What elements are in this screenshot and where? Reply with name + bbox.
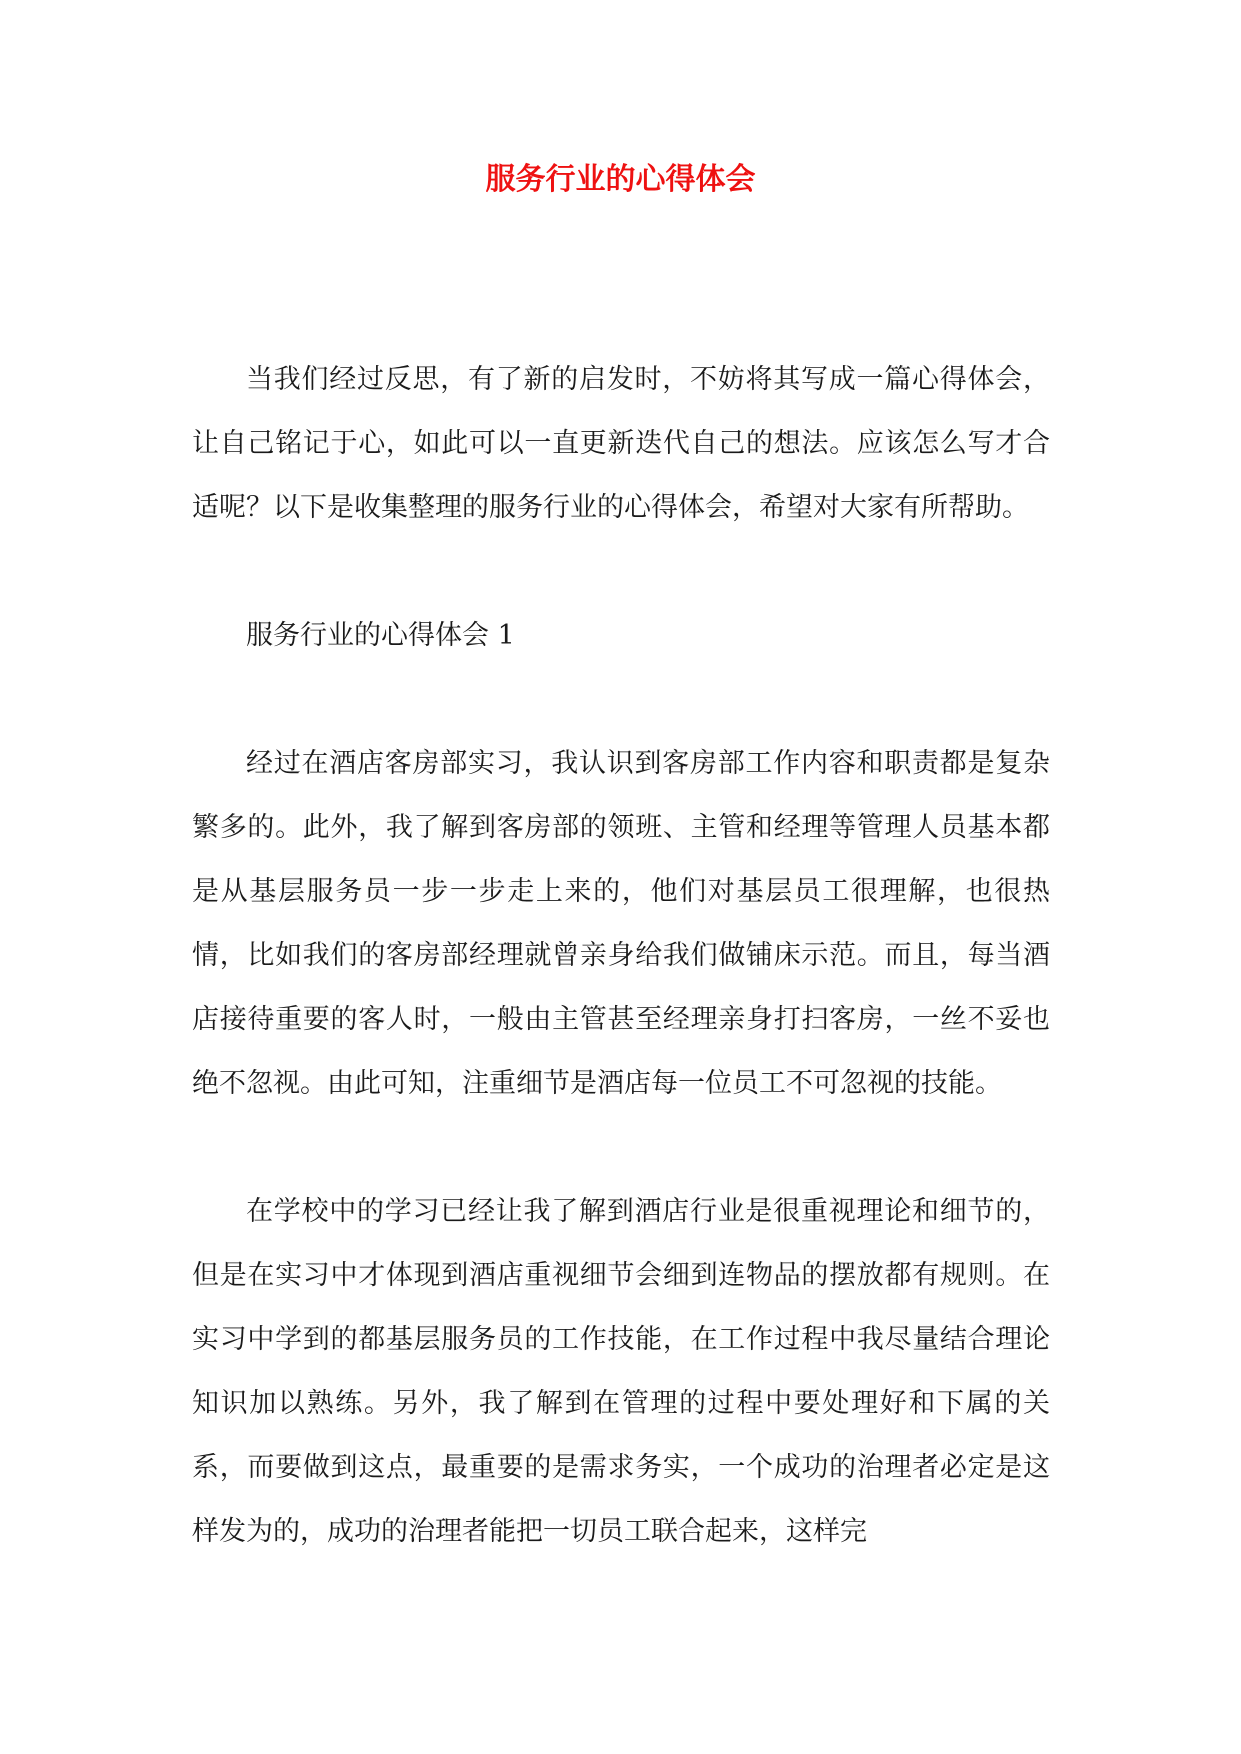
section-heading-1: 服务行业的心得体会 1 (246, 620, 515, 651)
body-paragraph-1: 经过在酒店客房部实习，我认识到客房部工作内容和职责都是复杂繁多的。此外，我了解到客房部的领班、主管和经理等管理人员基本都是从基层服务员一步一步走上来的，他们对基层员工很理解，也很热情，比如我们的客房部经理就曾亲身给我们做铺床示范。而且，每当酒店接待重要的客人时，一般由主管甚至经理亲身打扫客房，一丝不妥也绝不忽视。由此可知，注重细节是酒店每一位员工不可忽视的技能。 (192, 748, 1050, 1099)
document-title: 服务行业的心得体会 (485, 162, 756, 197)
body-paragraph-2: 在学校中的学习已经让我了解到酒店行业是很重视理论和细节的，但是在实习中才体现到酒店重视细节会细到连物品的摆放都有规则。在实习中学到的都基层服务员的工作技能，在工作过程中我尽量结合理论知识加以熟练。另外，我了解到在管理的过程中要处理好和下属的关系，而要做到这点，最重要的是需求务实，一个成功的治理者必定是这样发为的，成功的治理者能把一切员工联合起来，这样完 (192, 1196, 1050, 1547)
intro-paragraph: 当我们经过反思，有了新的启发时，不妨将其写成一篇心得体会，让自己铭记于心，如此可以一直更新迭代自己的想法。应该怎么写才合适呢？以下是收集整理的服务行业的心得体会，希望对大家有所帮助。 (192, 364, 1050, 523)
